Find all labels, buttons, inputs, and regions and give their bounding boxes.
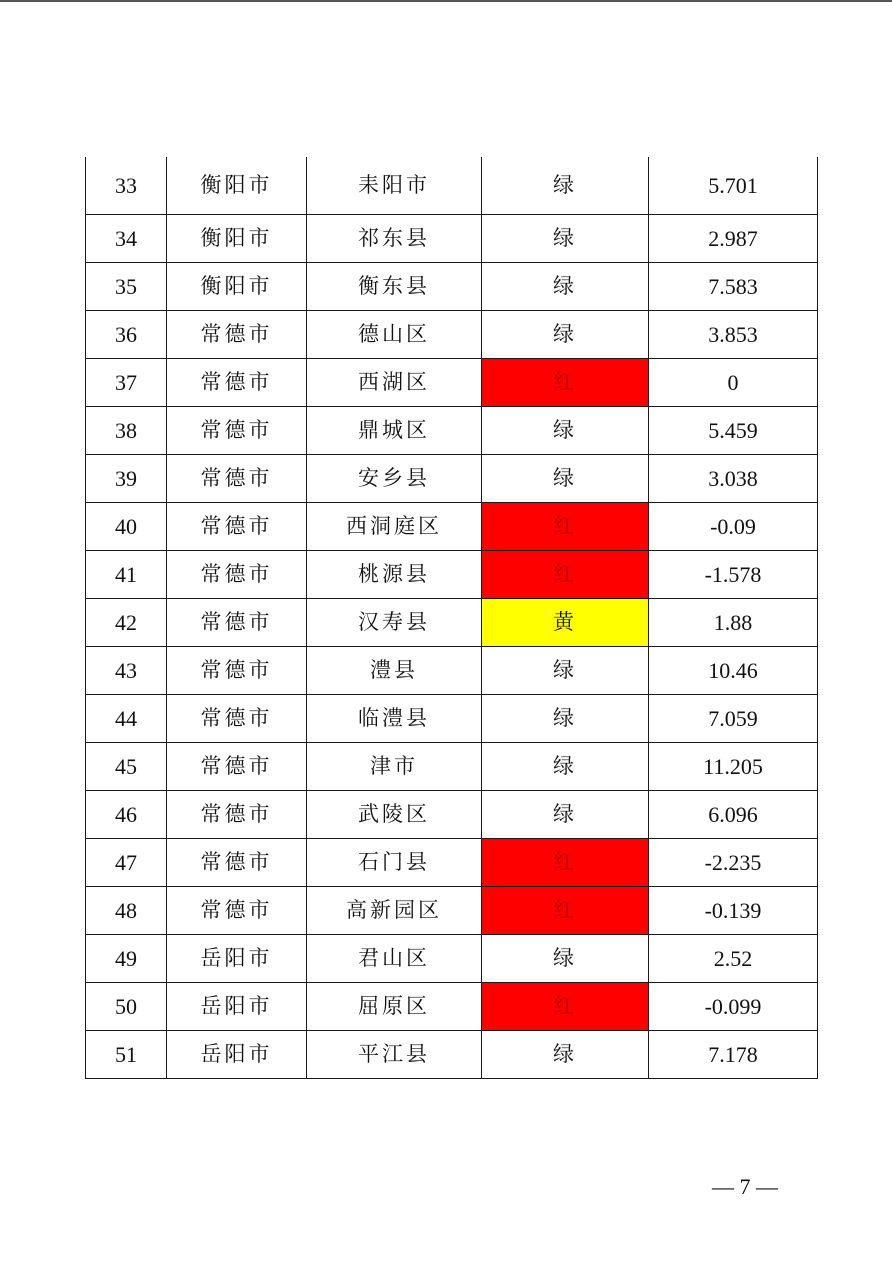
- table-row: [86, 455, 818, 503]
- table-row: [86, 839, 818, 887]
- row-number-cell: 36: [86, 311, 167, 359]
- row-number-cell: 35: [86, 263, 167, 311]
- table-row: [86, 215, 818, 263]
- city-cell: 常德市: [167, 839, 307, 887]
- district-cell: 石门县: [307, 839, 482, 887]
- row-number-cell: 37: [86, 359, 167, 407]
- city-cell: 衡阳市: [167, 215, 307, 263]
- status-color-cell: 绿: [482, 695, 649, 743]
- row-number-cell: 38: [86, 407, 167, 455]
- district-cell: 耒阳市: [307, 157, 482, 215]
- value-cell: 2.987: [649, 215, 818, 263]
- table-row: [86, 743, 818, 791]
- city-cell: 常德市: [167, 791, 307, 839]
- status-color-cell: 绿: [482, 407, 649, 455]
- row-number-cell: 45: [86, 743, 167, 791]
- value-cell: 1.88: [649, 599, 818, 647]
- top-border-line: [0, 0, 892, 2]
- table-row: [86, 263, 818, 311]
- status-color-cell: 黄: [482, 599, 649, 647]
- row-number-cell: 49: [86, 935, 167, 983]
- evaluation-table-container: [85, 157, 817, 1079]
- value-cell: -0.099: [649, 983, 818, 1031]
- status-color-cell: 绿: [482, 157, 649, 215]
- city-cell: 常德市: [167, 647, 307, 695]
- table-row: [86, 695, 818, 743]
- district-cell: 祁东县: [307, 215, 482, 263]
- table-row: [86, 407, 818, 455]
- district-cell: 德山区: [307, 311, 482, 359]
- status-color-cell: 绿: [482, 215, 649, 263]
- row-number-cell: 44: [86, 695, 167, 743]
- row-number-cell: 33: [86, 157, 167, 215]
- district-cell: 津市: [307, 743, 482, 791]
- city-cell: 常德市: [167, 743, 307, 791]
- city-cell: 常德市: [167, 551, 307, 599]
- status-color-cell: 绿: [482, 647, 649, 695]
- evaluation-table: [85, 157, 818, 1079]
- district-cell: 平江县: [307, 1031, 482, 1079]
- row-number-cell: 48: [86, 887, 167, 935]
- value-cell: 0: [649, 359, 818, 407]
- row-number-cell: 47: [86, 839, 167, 887]
- table-row: [86, 359, 818, 407]
- city-cell: 岳阳市: [167, 1031, 307, 1079]
- district-cell: 澧县: [307, 647, 482, 695]
- city-cell: 常德市: [167, 503, 307, 551]
- row-number-cell: 46: [86, 791, 167, 839]
- status-color-cell: 绿: [482, 791, 649, 839]
- status-color-cell: 红: [482, 551, 649, 599]
- value-cell: 3.853: [649, 311, 818, 359]
- district-cell: 桃源县: [307, 551, 482, 599]
- city-cell: 衡阳市: [167, 263, 307, 311]
- city-cell: 岳阳市: [167, 983, 307, 1031]
- status-color-cell: 红: [482, 359, 649, 407]
- status-color-cell: 红: [482, 983, 649, 1031]
- value-cell: 10.46: [649, 647, 818, 695]
- table-row: [86, 983, 818, 1031]
- table-row: [86, 935, 818, 983]
- city-cell: 常德市: [167, 407, 307, 455]
- district-cell: 汉寿县: [307, 599, 482, 647]
- table-row: [86, 551, 818, 599]
- value-cell: 5.701: [649, 157, 818, 215]
- row-number-cell: 43: [86, 647, 167, 695]
- value-cell: 7.059: [649, 695, 818, 743]
- city-cell: 常德市: [167, 359, 307, 407]
- row-number-cell: 41: [86, 551, 167, 599]
- city-cell: 衡阳市: [167, 157, 307, 215]
- table-row: [86, 887, 818, 935]
- district-cell: 君山区: [307, 935, 482, 983]
- district-cell: 临澧县: [307, 695, 482, 743]
- status-color-cell: 绿: [482, 311, 649, 359]
- status-color-cell: 红: [482, 887, 649, 935]
- table-row: [86, 791, 818, 839]
- district-cell: 武陵区: [307, 791, 482, 839]
- status-color-cell: 红: [482, 839, 649, 887]
- city-cell: 岳阳市: [167, 935, 307, 983]
- value-cell: -1.578: [649, 551, 818, 599]
- value-cell: 11.205: [649, 743, 818, 791]
- city-cell: 常德市: [167, 311, 307, 359]
- status-color-cell: 绿: [482, 263, 649, 311]
- district-cell: 衡东县: [307, 263, 482, 311]
- district-cell: 屈原区: [307, 983, 482, 1031]
- value-cell: 6.096: [649, 791, 818, 839]
- row-number-cell: 34: [86, 215, 167, 263]
- district-cell: 鼎城区: [307, 407, 482, 455]
- table-row: [86, 157, 818, 215]
- table-row: [86, 647, 818, 695]
- value-cell: 7.583: [649, 263, 818, 311]
- city-cell: 常德市: [167, 887, 307, 935]
- district-cell: 高新园区: [307, 887, 482, 935]
- district-cell: 安乡县: [307, 455, 482, 503]
- row-number-cell: 50: [86, 983, 167, 1031]
- table-row: [86, 311, 818, 359]
- row-number-cell: 42: [86, 599, 167, 647]
- status-color-cell: 绿: [482, 935, 649, 983]
- value-cell: -0.139: [649, 887, 818, 935]
- value-cell: 7.178: [649, 1031, 818, 1079]
- status-color-cell: 红: [482, 503, 649, 551]
- status-color-cell: 绿: [482, 1031, 649, 1079]
- district-cell: 西洞庭区: [307, 503, 482, 551]
- page-number: — 7 —: [712, 1174, 778, 1199]
- row-number-cell: 40: [86, 503, 167, 551]
- city-cell: 常德市: [167, 455, 307, 503]
- status-color-cell: 绿: [482, 743, 649, 791]
- table-row: [86, 1031, 818, 1079]
- district-cell: 西湖区: [307, 359, 482, 407]
- value-cell: 3.038: [649, 455, 818, 503]
- city-cell: 常德市: [167, 599, 307, 647]
- value-cell: -0.09: [649, 503, 818, 551]
- city-cell: 常德市: [167, 695, 307, 743]
- row-number-cell: 51: [86, 1031, 167, 1079]
- value-cell: -2.235: [649, 839, 818, 887]
- table-row: [86, 599, 818, 647]
- status-color-cell: 绿: [482, 455, 649, 503]
- table-row: [86, 503, 818, 551]
- value-cell: 5.459: [649, 407, 818, 455]
- table-body: [86, 157, 818, 1079]
- value-cell: 2.52: [649, 935, 818, 983]
- row-number-cell: 39: [86, 455, 167, 503]
